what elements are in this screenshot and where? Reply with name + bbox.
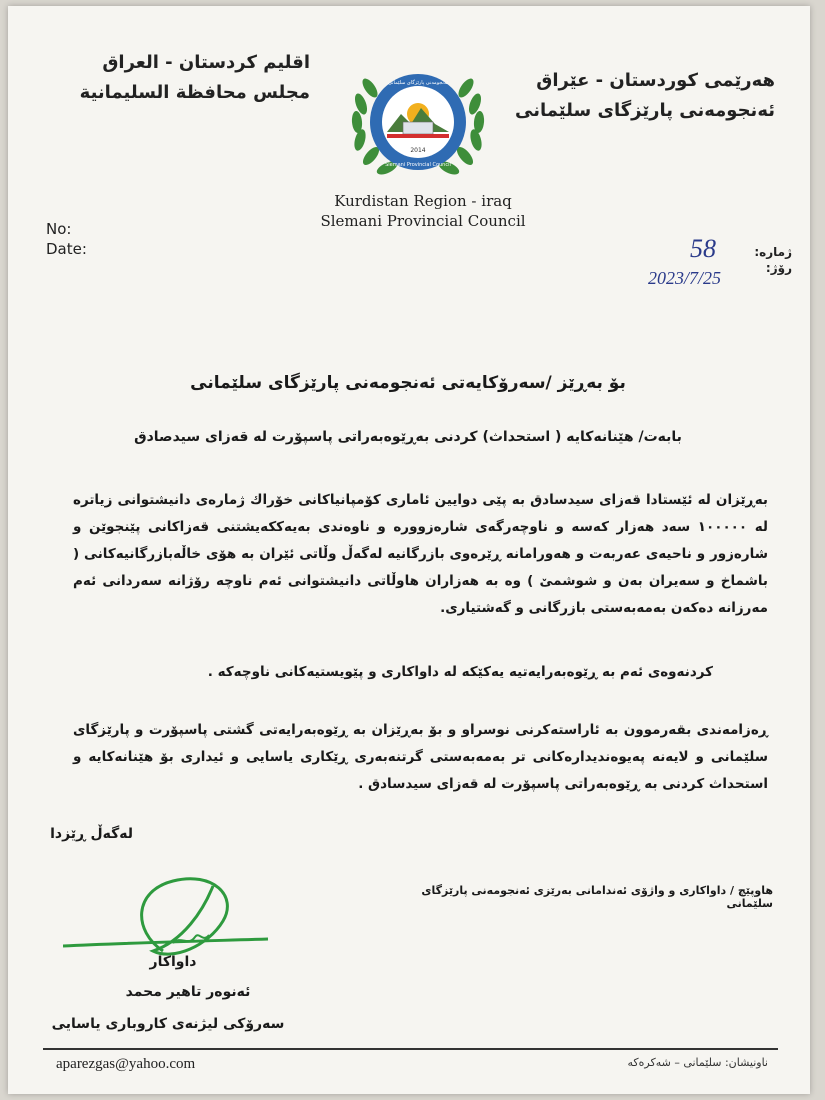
cc-note: هاوپێچ / داواکاری و واژۆی ئەندامانی بەرێزی ئەنجومەنی پارێزگای سلێمانی [421, 884, 773, 910]
arabic-header-line2: مجلس محافظة السليمانية [79, 82, 310, 103]
reference-date: 2023/7/25 [648, 268, 722, 288]
signatory-role: سەرۆکی لیژنەی کاروباری یاسایی [51, 1016, 285, 1032]
closing-regards: لەگەڵ ڕێزدا [50, 826, 133, 842]
subject-line: بابەت/ هێنانەکایە ( استحداث) کردنی بەڕێوەبەراتی پاسپۆرت لە قەزای سیدصادق [134, 429, 682, 445]
signature-icon [63, 851, 273, 971]
kurdish-header [495, 66, 775, 126]
body-paragraph-1: بەڕێزان لە ئێستادا قەزای سیدسادق بە پێی دوایین ئاماری کۆمپانیاکانی خۆراك ژمارەی دانیشتوانی زیاترە لە ١٠٠٠٠٠ سەد هەزار کەسە و ناوچەرگەی شارەزوورە و ناوەندی بەیەککەیشتنی قەزاکانی پێنجوێن و شارەزور و ناحیەی عەربەت و هەورامانە ڕێرەوی بازرگانیە لەگەڵ وڵاتی ئێران بە هۆی خاڵەبازرگانیەکانی ( باشماخ و سەیران بەن و شوشمێ ) وە بە هەزاران هاوڵاتی دانیشتوانی ئەم ناوچە رۆژانە سەردانی ئەم مەرزانە دەکەن بەمەبەستی بازرگانی و گەشتیاری. [73, 492, 768, 616]
date-day: 25 [703, 268, 722, 288]
letter-page [8, 6, 810, 1094]
logo-year: 2014 [410, 147, 426, 154]
arabic-header-line1: اقليم كردستان - العراق [102, 52, 310, 73]
footer-address: ناونیشان: سلێمانی – شەکرەکە [627, 1056, 768, 1069]
number-label-ku: ژمارە: [754, 245, 792, 259]
footer-divider [43, 1048, 778, 1050]
reference-labels-ku [754, 244, 792, 276]
date-year: 2023 [648, 268, 684, 288]
recipient-line: بۆ بەڕێز /سەرۆکایەتی ئەنجومەنی پارێزگای سلێمانی [190, 373, 626, 393]
date-label: Date: [46, 240, 87, 258]
reference-number: 58 [690, 234, 716, 263]
signatory-name: ئەنوەر تاهیر محمد [125, 984, 251, 1000]
building-icon [403, 122, 433, 134]
english-header-line2: Slemani Provincial Council [320, 212, 526, 230]
reference-labels-en [46, 219, 87, 259]
signatory-title: داواکار [149, 954, 197, 970]
arabic-header [70, 48, 310, 108]
logo-inner-text: Slemani Provincial Council [385, 162, 451, 168]
body-paragraph-2: کردنەوەی ئەم بە ڕێوەبەرایەتیە یەکێکە لە داواکاری و پێویستیەکانی ناوچەکە . [207, 664, 713, 680]
english-header-line1: Kurdistan Region - iraq [334, 192, 512, 210]
kurdish-header-line1: هەرێمی کوردستان - عێراق [536, 70, 775, 91]
footer-email: aparezgas@yahoo.com [56, 1056, 196, 1072]
logo-ring-text: ئەنجومەنی پارێزگای سلێمانی [388, 80, 448, 86]
date-month: 7 [689, 268, 699, 288]
date-label-ku: رۆژ: [765, 261, 792, 275]
english-header [268, 191, 578, 231]
body-paragraph-3: ڕەزامەندی بقەرموون بە ئاراستەکرنی نوسراو و بۆ بەڕێزان بە ڕێوەبەرایەتی گشتی پاسپۆرت و پارێزگای سلێمانی و لایەنە پەیوەندیدارەکانی تر بەمەبەستی گرتنەبەری ڕێکاری یاسایی و ئیداری بۆ هێنانەکایە و استحداث کردنی بە ڕێوەبەراتی پاسپۆرت لە قەزای سیدسادق . [73, 722, 768, 792]
kurdish-header-line2: ئەنجومەنی پارێزگای سلێمانی [514, 100, 775, 121]
no-label: No: [46, 220, 72, 238]
council-logo [343, 44, 493, 189]
